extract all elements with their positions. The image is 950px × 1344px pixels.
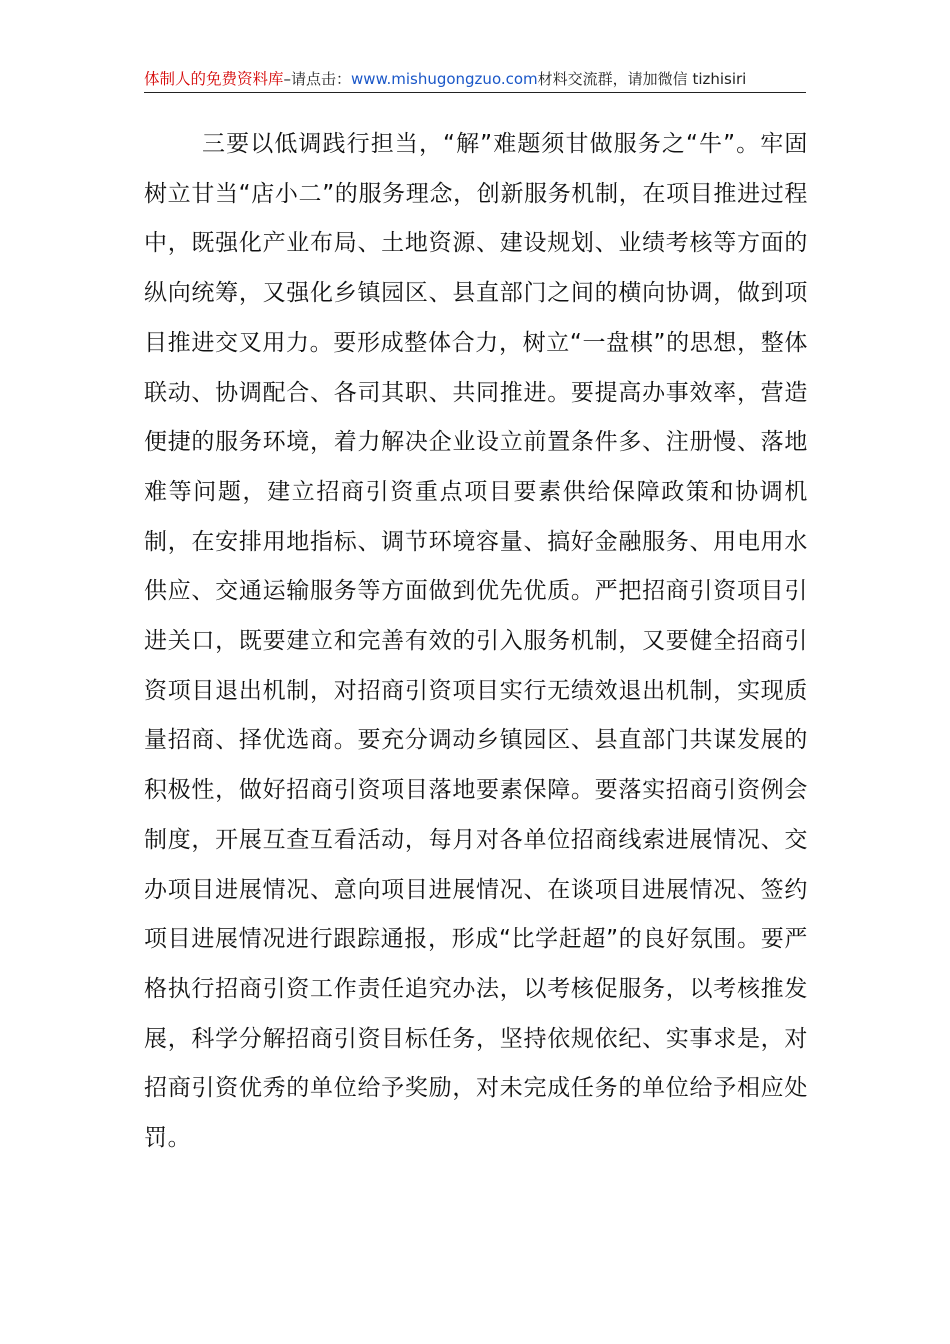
body-paragraph: 三要以低调践行担当，“解”难题须甘做服务之“牛”。牢固树立甘当“店小二”的服务理念，创新服务机制，在项目推进过程中，既强化产业布局、土地资源、建设规划、业绩考核等方面的纵向统筹，又强化乡镇园区、县直部门之间的横向协调，做到项目推进交叉用力。要形成整体合力，树立“一盘棋”的思想，整体联动、协调配合、各司其职、共同推进。要提高办事效率，营造便捷的服务环境，着力解决企业设立前置条件多、注册慢、落地难等问题，建立招商引资重点项目要素供给保障政策和协调机制，在安排用地指标、调节环境容量、搞好金融服务、用电用水供应、交通运输服务等方面做到优先优质。严把招商引资项目引进关口，既要建立和完善有效的引入服务机制，又要健全招商引资项目退出机制，对招商引资项目实行无绩效退出机制，实现质量招商、择优选商。要充分调动乡镇园区、县直部门共谋发展的积极性，做好招商引资项目落地要素保障。要落实招商引资例会制度，开展互查互看活动，每月对各单位招商线索进展情况、交办项目进展情况、意向项目进展情况、在谈项目进展情况、签约项目进展情况进行跟踪通报，形成“比学赶超”的良好氛围。要严格执行招商引资工作责任追究办法，以考核促服务，以考核推发展，科学分解招商引资目标任务，坚持依规依纪、实事求是，对招商引资优秀的单位给予奖励，对未完成任务的单位给予相应处罚。	[144, 131, 808, 1152]
header-prompt: –请点击：	[283, 70, 352, 88]
header-website-link[interactable]: www.mishugongzuo.com	[351, 70, 538, 88]
header-wechat-note: 材料交流群，请加微信 tizhisiri	[537, 70, 747, 88]
header-brand: 体制人的免费资料库	[144, 70, 284, 88]
page-header	[144, 68, 806, 93]
